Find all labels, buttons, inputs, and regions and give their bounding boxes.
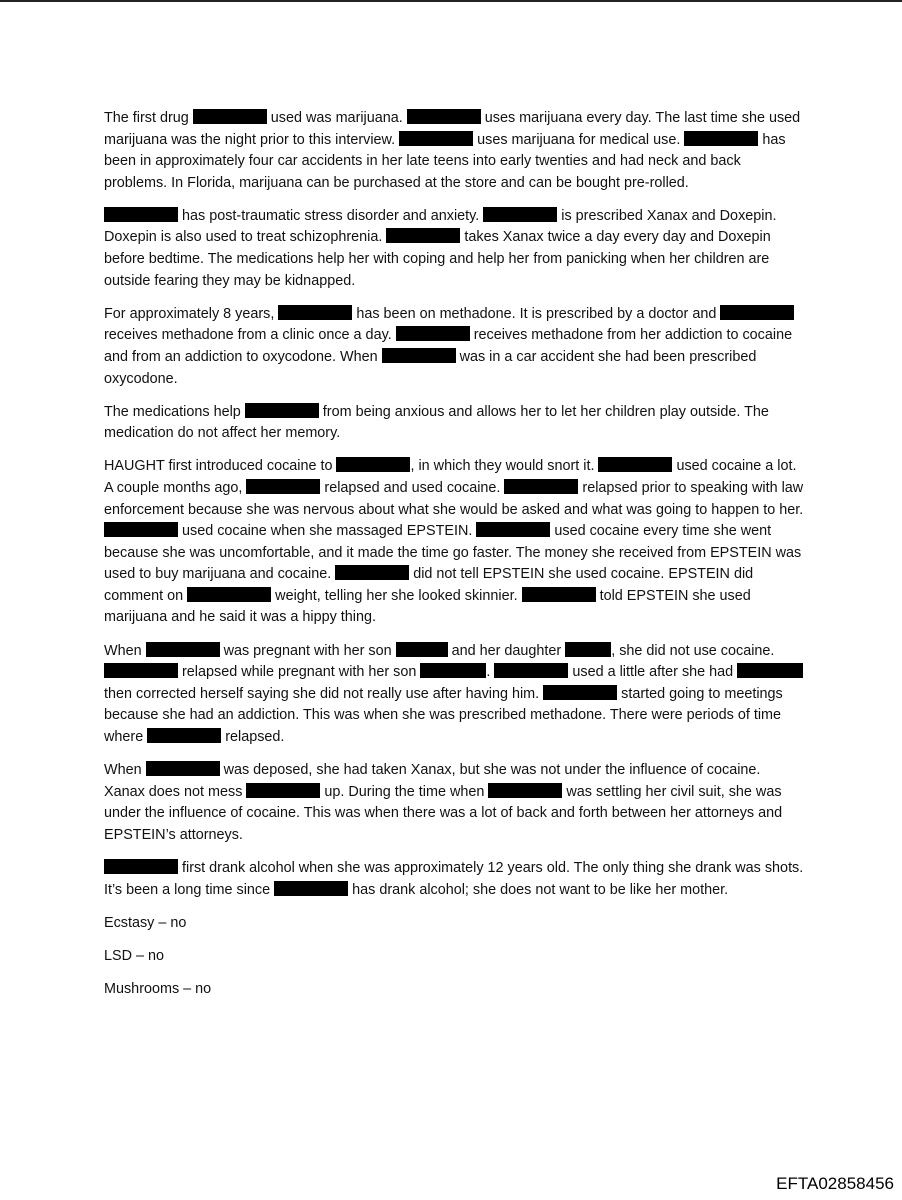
document-id-stamp: EFTA02858456 xyxy=(776,1174,894,1193)
redaction-block xyxy=(543,685,617,700)
text-run: weight, telling her she looked skinnier. xyxy=(271,587,522,604)
text-run: When xyxy=(104,642,146,659)
text-run: receives methadone from her addiction to cocaine and from an addiction to oxycodone. When xyxy=(104,327,793,365)
redaction-block xyxy=(494,663,568,678)
body-paragraph xyxy=(104,913,804,935)
redaction-block xyxy=(274,881,348,896)
text-run: The first drug xyxy=(104,110,193,126)
text-run: When xyxy=(104,762,146,779)
redaction-block xyxy=(407,109,481,124)
text-run: has drank alcohol; she does not want to be like her mother. xyxy=(348,881,729,898)
redaction-block xyxy=(488,783,562,798)
redaction-block xyxy=(193,109,267,124)
text-run: from being anxious and allows her to let her children play outside. The medication do not affect her memory. xyxy=(104,403,769,442)
body-paragraph xyxy=(104,979,804,1001)
body-paragraph xyxy=(104,108,804,194)
redaction-block xyxy=(720,305,794,320)
document-body xyxy=(104,108,804,1012)
text-run: did not tell EPSTEIN she used cocaine. EPSTEIN did comment on xyxy=(104,566,754,604)
redaction-block xyxy=(684,131,758,146)
text-run: relapsed and used cocaine. xyxy=(320,479,505,496)
text-run: used was marijuana. xyxy=(266,110,407,126)
text-run: started going to meetings because she had an addiction. This was when she was prescribed methadone. There were periods of time where xyxy=(104,685,783,745)
redaction-block xyxy=(598,457,672,472)
text-run: relapsed prior to speaking with law enforcement because she was nervous about what she would be asked and what was going to happen to her. xyxy=(104,479,804,518)
text-run: relapsed while pregnant with her son xyxy=(178,664,421,681)
text-run: has been in approximately four car accidents in her late teens into early twenties and had neck and back problems. In Florida, marijuana can be purchased at the store and can be bought pre-rolled. xyxy=(104,131,786,191)
text-run: used a little after she had xyxy=(568,664,738,681)
text-run: was in a car accident she had been prescribed oxycodone. xyxy=(104,348,757,387)
text-run: Mushrooms – no xyxy=(104,980,212,997)
text-run: takes Xanax twice a day every day and Doxepin before bedtime. The medications help her with coping and help her from panicking when her children are outside fearing they may be kidnapped. xyxy=(104,229,771,289)
redaction-block xyxy=(737,663,803,678)
text-run: was pregnant with her son xyxy=(219,642,396,659)
text-run: was settling her civil suit, she was under the influence of cocaine. This was when there was a lot of back and forth between her attorneys and EPSTEIN’s attorneys. xyxy=(104,783,783,843)
redaction-block xyxy=(396,642,448,657)
text-run: Ecstasy – no xyxy=(104,914,187,931)
redaction-block xyxy=(104,663,178,678)
text-run: and her daughter xyxy=(447,642,566,659)
text-run: told EPSTEIN she used marijuana and he said it was a hippy thing. xyxy=(104,587,751,626)
redaction-block xyxy=(565,642,611,657)
text-run: used cocaine a lot. A couple months ago, xyxy=(104,458,797,496)
text-run: has been on methadone. It is prescribed by a doctor and xyxy=(352,305,721,322)
redaction-block xyxy=(504,479,578,494)
text-run: , she did not use cocaine. xyxy=(611,642,775,659)
text-run: uses marijuana for medical use. xyxy=(473,131,685,148)
text-run: , in which they would snort it. xyxy=(410,458,599,475)
body-paragraph xyxy=(104,760,804,846)
text-run: relapsed. xyxy=(221,728,285,745)
redaction-block xyxy=(104,522,178,537)
redaction-block xyxy=(476,522,550,537)
redaction-block xyxy=(522,587,596,602)
redaction-block xyxy=(146,761,220,776)
text-run: first drank alcohol when she was approximately 12 years old. The only thing she drank was shots. It’s been a long time since xyxy=(104,859,804,898)
redaction-block xyxy=(104,207,178,222)
redaction-block xyxy=(396,326,470,341)
text-run: LSD – no xyxy=(104,947,165,964)
top-border-rule xyxy=(0,0,902,2)
text-run: used cocaine when she massaged EPSTEIN. xyxy=(178,523,477,540)
redaction-block xyxy=(245,403,319,418)
redaction-block xyxy=(336,457,410,472)
redaction-block xyxy=(382,348,456,363)
body-paragraph xyxy=(104,946,804,968)
text-run: is prescribed Xanax and Doxepin. Doxepin is also used to treat schizophrenia. xyxy=(104,207,777,246)
text-run: uses marijuana every day. The last time she used marijuana was the night prior to this interview. xyxy=(104,110,801,148)
body-paragraph xyxy=(104,858,804,901)
redaction-block xyxy=(386,228,460,243)
body-paragraph xyxy=(104,206,804,292)
text-run: HAUGHT first introduced cocaine to xyxy=(104,458,337,475)
redaction-block xyxy=(399,131,473,146)
redaction-block xyxy=(104,859,178,874)
text-run: has post-traumatic stress disorder and anxiety. xyxy=(178,207,484,224)
redaction-block xyxy=(146,642,220,657)
body-paragraph xyxy=(104,641,804,749)
body-paragraph xyxy=(104,456,804,629)
redaction-block xyxy=(246,479,320,494)
redaction-block xyxy=(420,663,486,678)
text-run: then corrected herself saying she did not really use after having him. xyxy=(104,685,544,702)
text-run: up. During the time when xyxy=(320,783,489,800)
text-run: was deposed, she had taken Xanax, but she was not under the influence of cocaine. Xanax does not mess xyxy=(104,762,761,800)
text-run: . xyxy=(486,664,495,681)
redaction-block xyxy=(147,728,221,743)
redaction-block xyxy=(335,565,409,580)
text-run: receives methadone from a clinic once a day. xyxy=(104,327,396,344)
redaction-block xyxy=(187,587,271,602)
text-run: For approximately 8 years, xyxy=(104,305,279,322)
redaction-block xyxy=(278,305,352,320)
body-paragraph xyxy=(104,402,804,445)
redaction-block xyxy=(483,207,557,222)
body-paragraph xyxy=(104,304,804,390)
text-run: The medications help xyxy=(104,403,245,420)
text-run: used cocaine every time she went because she was uncomfortable, and it made the time go faster. The money she received from EPSTEIN was used to buy marijuana and cocaine. xyxy=(104,523,802,583)
redaction-block xyxy=(246,783,320,798)
